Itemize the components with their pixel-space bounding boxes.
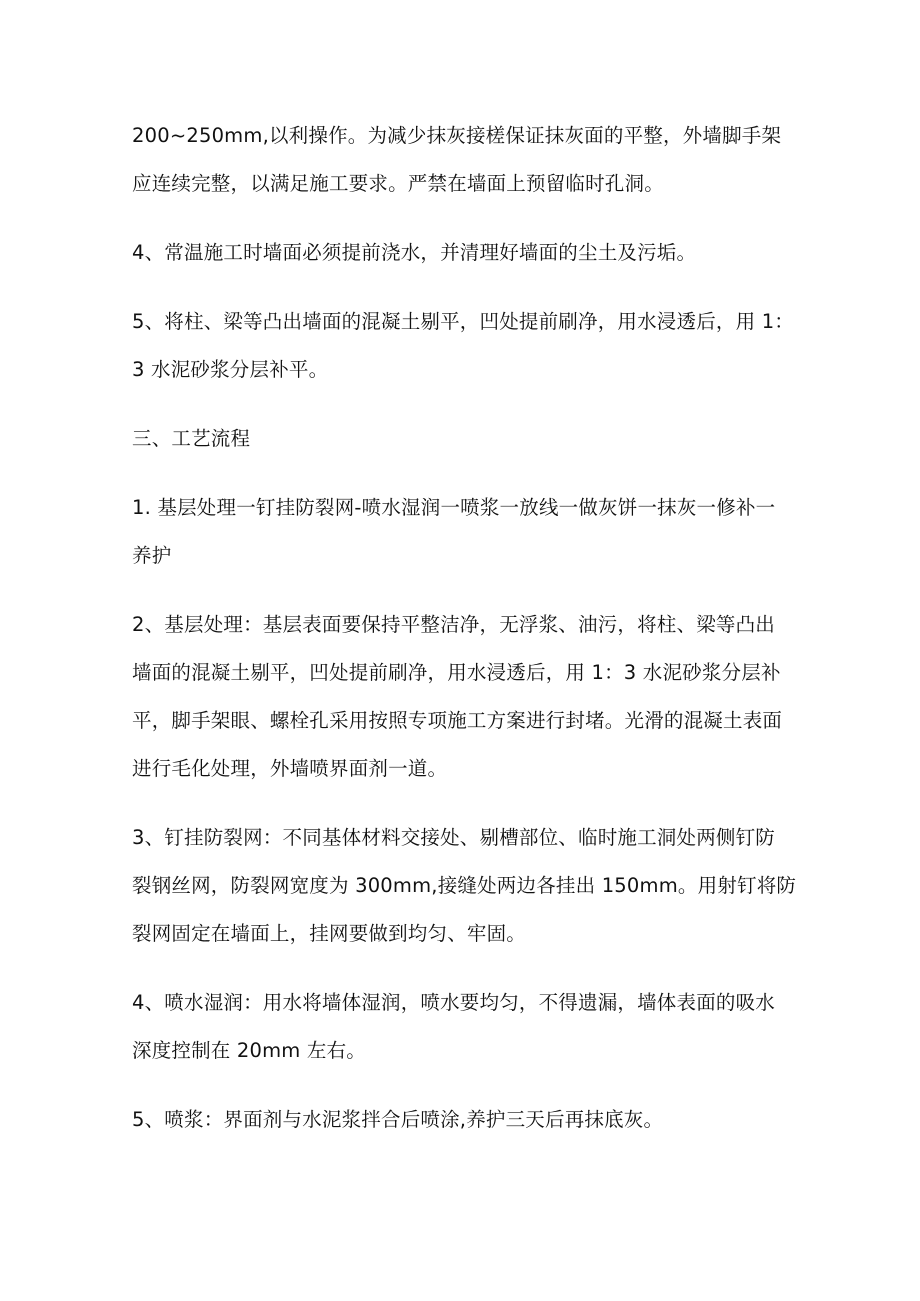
text-line: 进行毛化处理，外墙喷界面剂一道。 — [132, 757, 448, 780]
text-line: 养护 — [132, 544, 172, 567]
text-line: 5、将柱、梁等凸出墙面的混凝土剔平，凹处提前刷净，用水浸透后，用 1： — [132, 310, 795, 333]
paragraph-step-2-base-treatment — [132, 601, 812, 793]
text-line: 3 水泥砂浆分层补平。 — [132, 358, 329, 381]
section-heading-process-flow — [132, 415, 812, 463]
paragraph-step-3-crack-mesh — [132, 814, 812, 958]
text-line: 4、常温施工时墙面必须提前浇水，并清理好墙面的尘土及污垢。 — [132, 241, 697, 264]
text-line: 墙面的混凝土剔平，凹处提前刷净，用水浸透后，用 1：3 水泥砂浆分层补 — [132, 661, 781, 684]
text-line: 200~250mm,以利操作。为减少抹灰接槎保证抹灰面的平整，外墙脚手架 — [132, 124, 782, 147]
text-line: 4、喷水湿润：用水将墙体湿润，喷水要均匀，不得遗漏，墙体表面的吸水 — [132, 991, 776, 1014]
text-line: 3、钉挂防裂网：不同基体材料交接处、剔槽部位、临时施工洞处两侧钉防 — [132, 826, 776, 849]
paragraph-item-5-leveling — [132, 298, 812, 394]
text-line: 应连续完整，以满足施工要求。严禁在墙面上预留临时孔洞。 — [132, 172, 664, 195]
text-line: 平，脚手架眼、螺栓孔采用按照专项施工方案进行封堵。光滑的混凝土表面 — [132, 709, 783, 732]
text-line: 5、喷浆：界面剂与水泥浆拌合后喷涂,养护三天后再抹底灰。 — [132, 1108, 664, 1131]
paragraph-step-4-wetting — [132, 979, 812, 1075]
paragraph-scaffold-requirements — [132, 112, 812, 208]
paragraph-item-4-watering — [132, 229, 812, 277]
text-line: 2、基层处理：基层表面要保持平整洁净，无浮浆、油污，将柱、梁等凸出 — [132, 613, 776, 636]
text-line: 裂钢丝网，防裂网宽度为 300mm,接缝处两边各挂出 150mm。用射钉将防 — [132, 874, 797, 897]
paragraph-step-5-spraying — [132, 1096, 812, 1144]
text-line: 1. 基层处理一钉挂防裂网-喷水湿润一喷浆一放线一做灰饼一抹灰一修补一 — [132, 496, 776, 519]
heading-line: 三、工艺流程 — [132, 427, 251, 450]
text-line: 裂网固定在墙面上，挂网要做到均匀、牢固。 — [132, 922, 527, 945]
text-line: 深度控制在 20mm 左右。 — [132, 1039, 367, 1062]
document-page — [132, 112, 812, 1165]
paragraph-step-1-flow — [132, 484, 812, 580]
